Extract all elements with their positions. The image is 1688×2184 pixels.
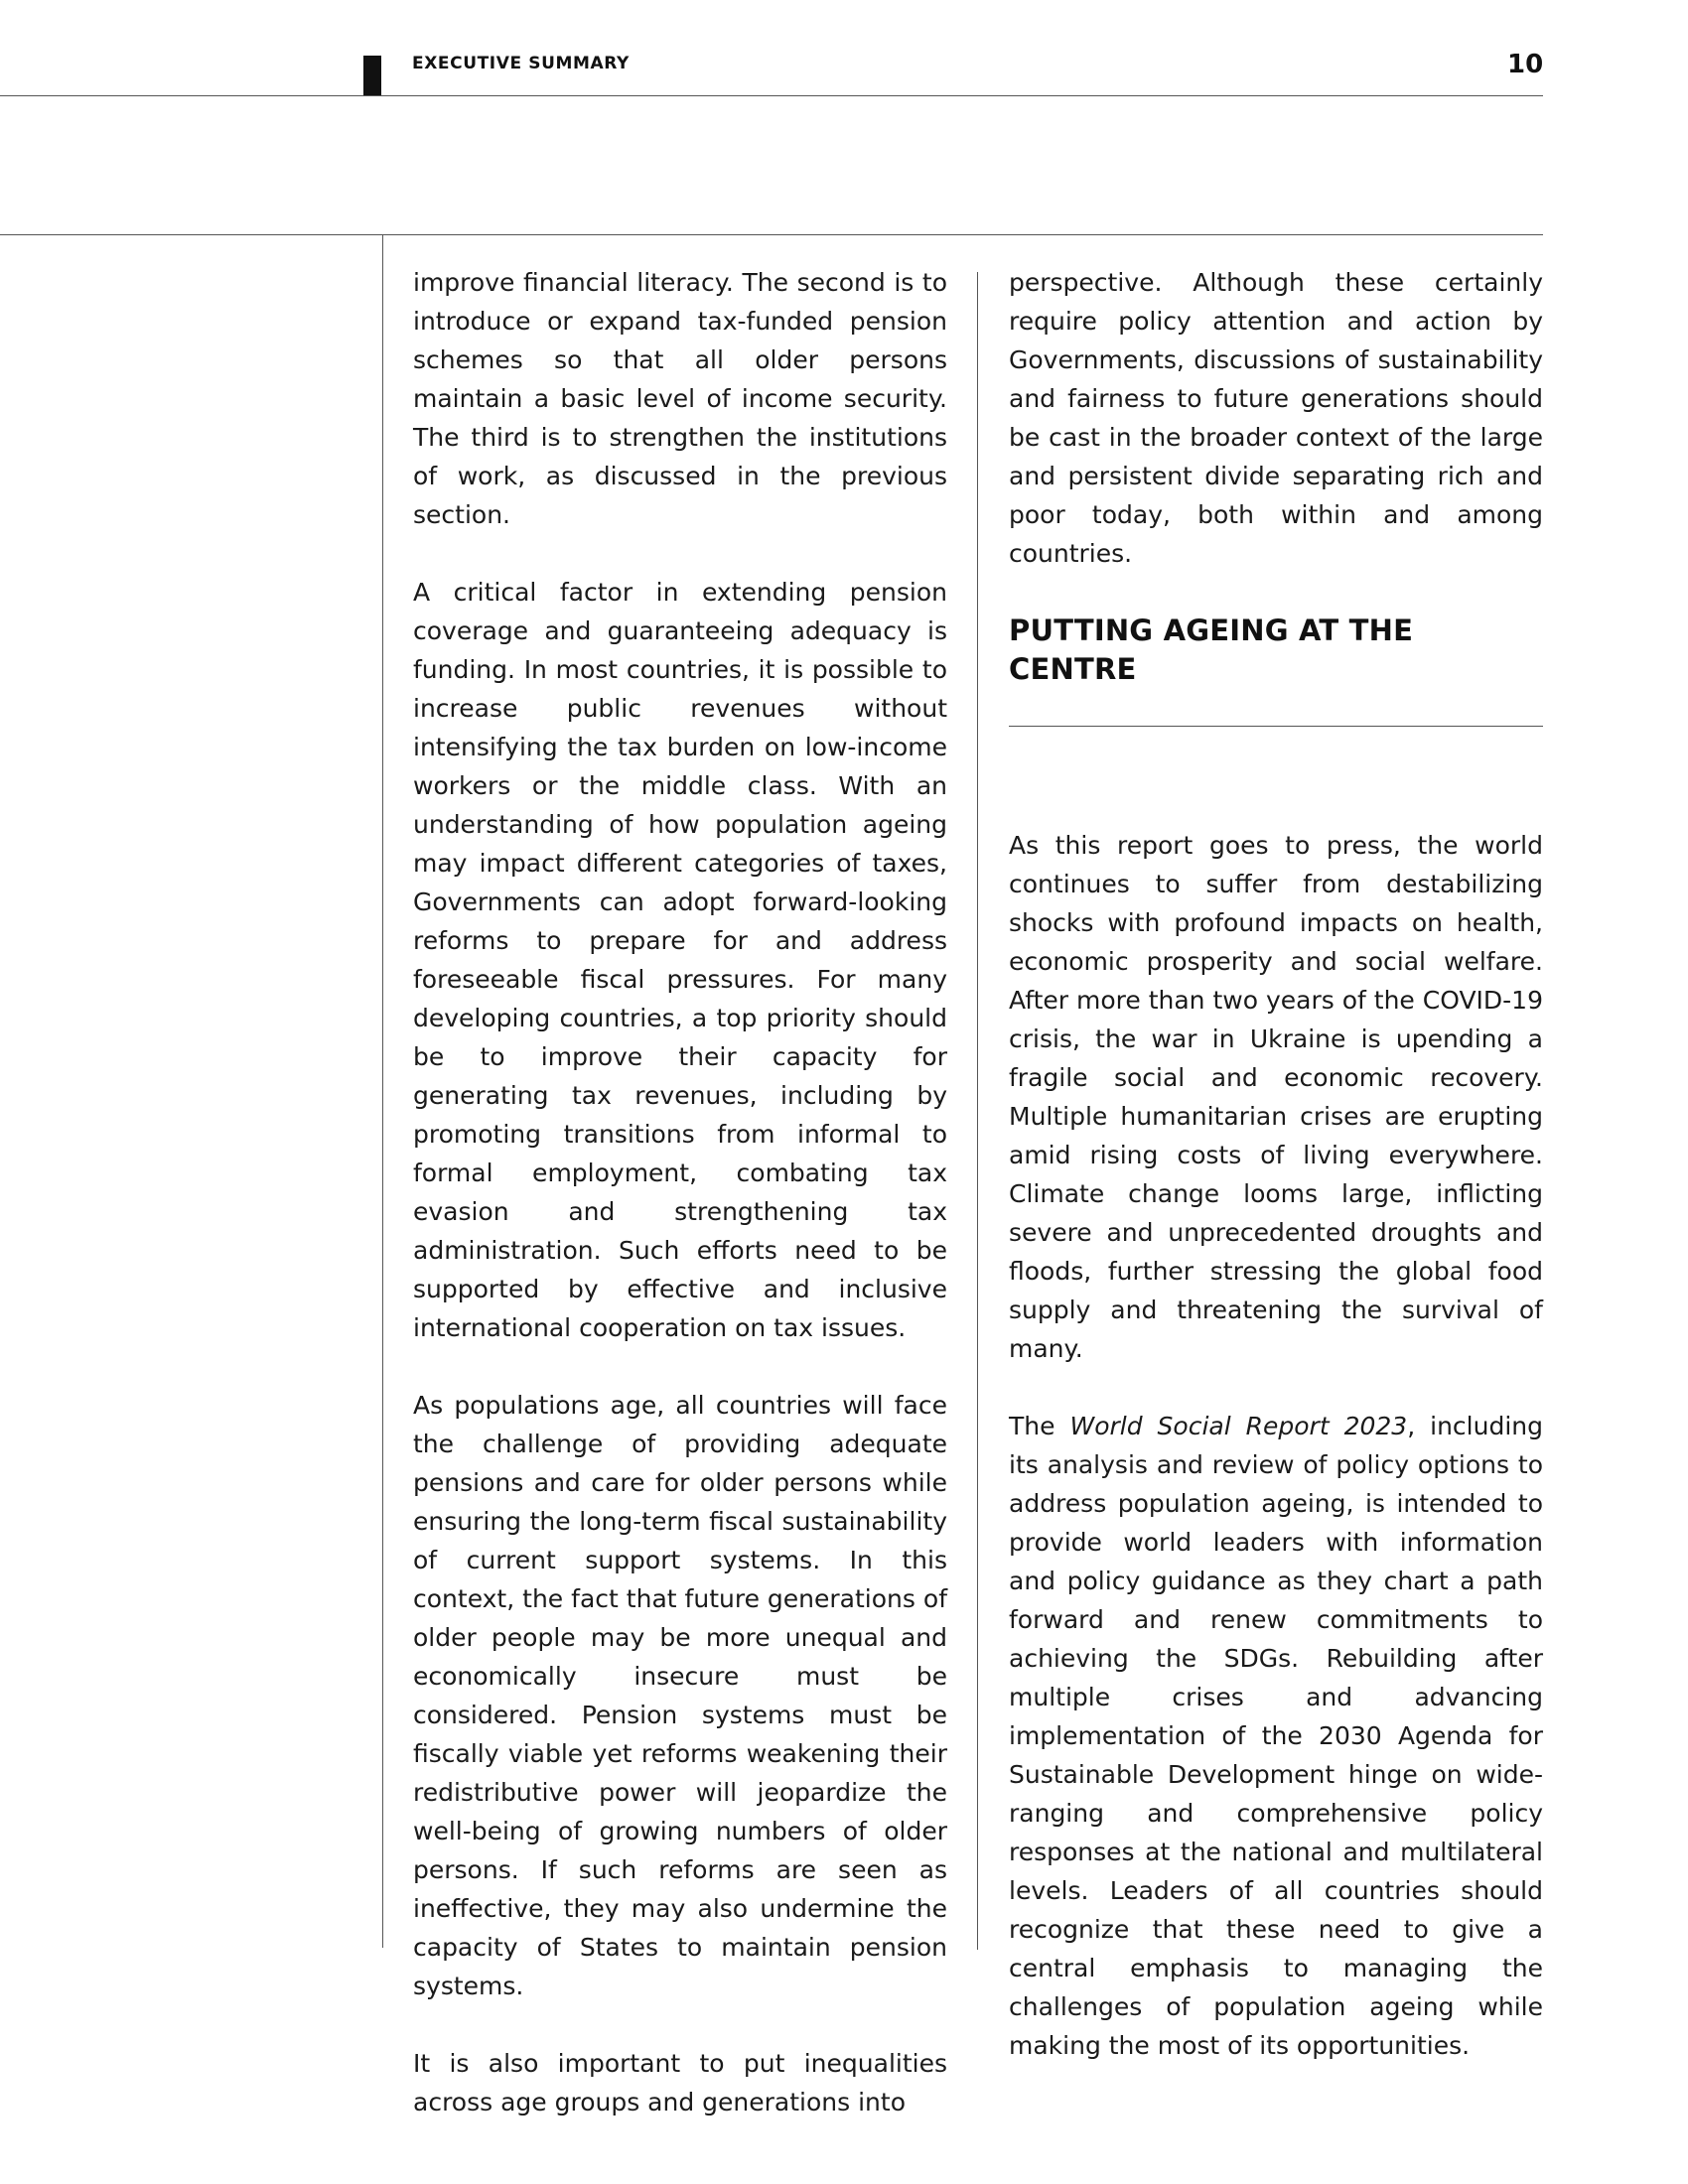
content-top-rule [0,234,1543,235]
paragraph-with-report-title [1009,1407,1543,2065]
left-column-divider [382,235,383,1948]
running-header: EXECUTIVE SUMMARY [412,54,630,73]
paragraph: As populations age, all countries will face the challenge of providing adequate pensions and care for older persons while ensuring the long-term fiscal sustainability of current support systems. In this context, the fact that future generations of older people may be more unequal and economically insecure must be considered. Pension systems must be fiscally viable yet reforms weakening their redistributive power will jeopardize the well-being of growing numbers of older persons. If such reforms are seen as ineffective, they may also undermine the capacity of States to maintain pension systems. [413,1391,947,2000]
center-column-divider [977,272,978,1950]
section-spacer [1009,727,1543,826]
left-text-column [413,263,947,2121]
paragraph-lead: The [1009,1412,1070,1440]
paragraph: It is also important to put inequalities across age groups and generations into [413,2049,947,2116]
right-text-column [1009,263,1543,2065]
paragraph: improve financial literacy. The second is to introduce or expand tax-funded pension schemes so that all older persons maintain a basic level of income security. The third is to strengthen the institutions of work, as discussed in the previous section. [413,268,947,529]
paragraph: perspective. Although these certainly require policy attention and action by Governments, discussions of sustainability and fairness to future generations should be cast in the broader context of the large and persistent divide separating rich and poor today, both within and among countries. [1009,268,1543,568]
section-heading: PUTTING AGEING AT THE CENTRE [1009,614,1414,686]
paragraph-rest: , including its analysis and review of policy options to address population ageing, is intended to provide world leaders with information and policy guidance as they chart a path forward and renew commitments to achieving the SDGs. Rebuilding after multiple crises and advancing implementation of the 2030 Agenda for Sustainable Development hinge on wide-ranging and comprehensive policy responses at the national and multilateral levels. Leaders of all countries should recognize that these need to give a central emphasis to managing the challenges of population ageing while making the most of its opportunities. [1009,1412,1543,2060]
header-rule [0,95,1543,96]
report-title: World Social Report 2023 [1069,1412,1408,1440]
paragraph: As this report goes to press, the world continues to suffer from destabilizing shocks with profound impacts on health, economic prosperity and social welfare. After more than two years of the COVID-19 crisis, the war in Ukraine is upending a fragile social and economic recovery. Multiple humanitarian crises are erupting amid rising costs of living everywhere. Climate change looms large, inflicting severe and unprecedented droughts and floods, further stressing the global food supply and threatening the survival of many. [1009,831,1543,1363]
header-marker-bar [363,56,381,96]
page-number: 10 [1507,50,1544,79]
paragraph: A critical factor in extending pension coverage and guaranteeing adequacy is funding. In most countries, it is possible to increase public revenues without intensifying the tax burden on low-income workers or the middle class. With an understanding of how population ageing may impact different categories of taxes, Governments can adopt forward-looking reforms to prepare for and address foreseeable fiscal pressures. For many developing countries, a top priority should be to improve their capacity for generating tax revenues, including by promoting transitions from informal to formal employment, combating tax evasion and strengthening tax administration. Such efforts need to be supported by effective and inclusive international cooperation on tax issues. [413,578,947,1342]
